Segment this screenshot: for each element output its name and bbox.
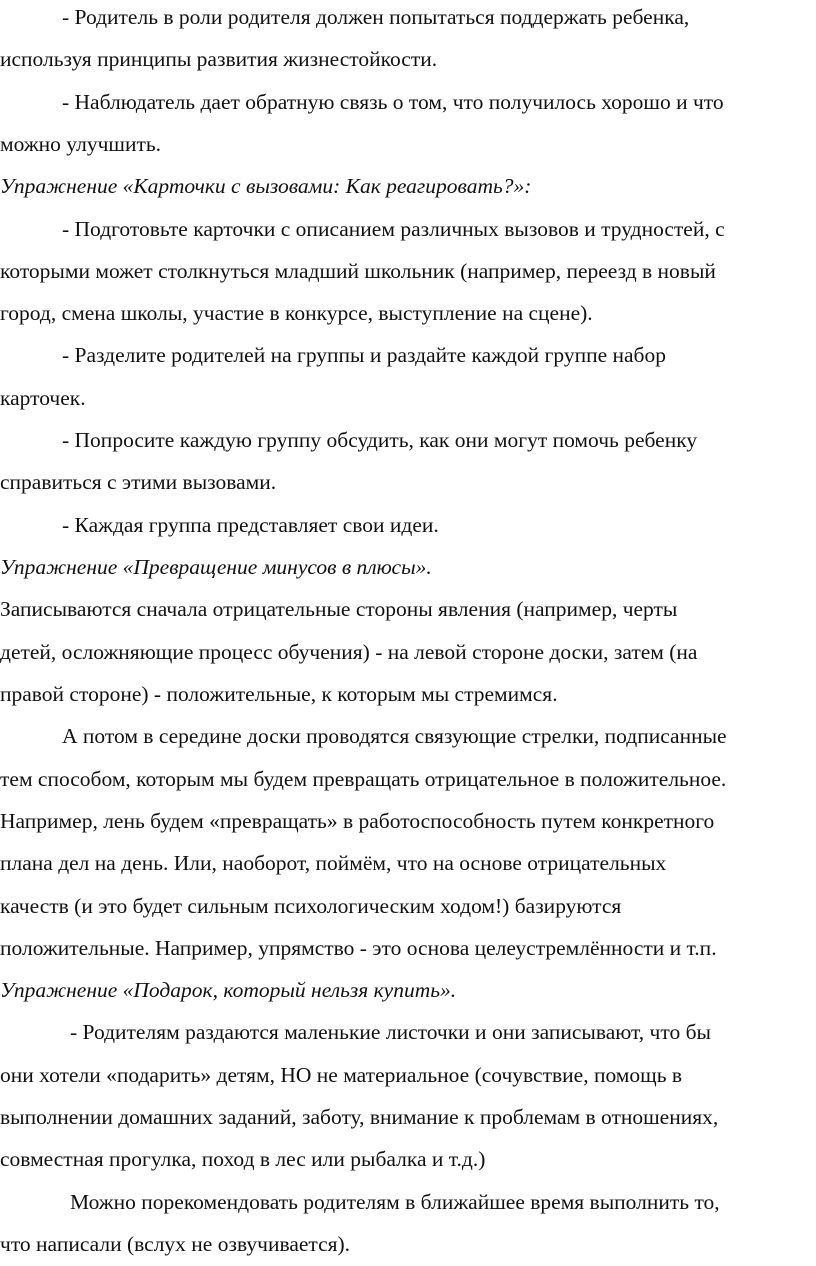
paragraph-line: - Наблюдатель дает обратную связь о том, что получилось хорошо и что xyxy=(62,90,724,114)
paragraph-line: используя принципы развития жизнестойкости. xyxy=(0,47,438,71)
paragraph-line: Можно порекомендовать родителям в ближайшее время выполнить то, xyxy=(70,1190,720,1214)
paragraph-line: - Подготовьте карточки с описанием различных вызовов и трудностей, с xyxy=(62,217,725,241)
paragraph-line: - Разделите родителей на группы и раздайте каждой группе набор xyxy=(62,343,666,367)
paragraph-line: они хотели «подарить» детям, НО не материальное (сочувствие, помощь в xyxy=(0,1063,683,1087)
paragraph-line: А потом в середине доски проводятся связующие стрелки, подписанные xyxy=(62,724,727,748)
paragraph-line: город, смена школы, участие в конкурсе, выступление на сцене). xyxy=(0,301,593,325)
paragraph-line: правой стороне) - положительные, к которым мы стремимся. xyxy=(0,682,558,706)
paragraph-line: детей, осложняющие процесс обучения) - на левой стороне доски, затем (на xyxy=(0,640,698,664)
paragraph-line: - Родитель в роли родителя должен попытаться поддержать ребенка, xyxy=(62,5,690,29)
paragraph-line: качеств (и это будет сильным психологическим ходом!) базируются xyxy=(0,894,622,918)
paragraph-line: что написали (вслух не озвучивается). xyxy=(0,1232,351,1256)
paragraph-line: совместная прогулка, поход в лес или рыбалка и т.д.) xyxy=(0,1147,486,1171)
exercise-heading: Упражнение «Превращение минусов в плюсы». xyxy=(0,555,432,579)
paragraph-line: - Каждая группа представляет свои идеи. xyxy=(62,513,439,537)
paragraph-line: Например, лень будем «превращать» в работоспособность путем конкретного xyxy=(0,809,715,833)
exercise-heading: Упражнение «Карточки с вызовами: Как реагировать?»: xyxy=(0,174,532,198)
paragraph-line: Записываются сначала отрицательные стороны явления (например, черты xyxy=(0,597,678,621)
paragraph-line: плана дел на день. Или, наоборот, поймём, что на основе отрицательных xyxy=(0,851,667,875)
paragraph-line: можно улучшить. xyxy=(0,132,162,156)
paragraph-line: - Родителям раздаются маленькие листочки и они записывают, что бы xyxy=(70,1020,711,1044)
paragraph-line: положительные. Например, упрямство - это основа целеустремлённости и т.п. xyxy=(0,936,717,960)
paragraph-line: карточек. xyxy=(0,386,86,410)
paragraph-line: тем способом, которым мы будем превращать отрицательное в положительное. xyxy=(0,767,727,791)
paragraph-line: - Попросите каждую группу обсудить, как они могут помочь ребенку xyxy=(62,428,698,452)
paragraph-line: которыми может столкнуться младший школьник (например, переезд в новый xyxy=(0,259,716,283)
exercise-heading: Упражнение «Подарок, который нельзя купить». xyxy=(0,978,457,1002)
paragraph-line: справиться с этими вызовами. xyxy=(0,470,277,494)
paragraph-line: выполнении домашних заданий, заботу, внимание к проблемам в отношениях, xyxy=(0,1105,719,1129)
